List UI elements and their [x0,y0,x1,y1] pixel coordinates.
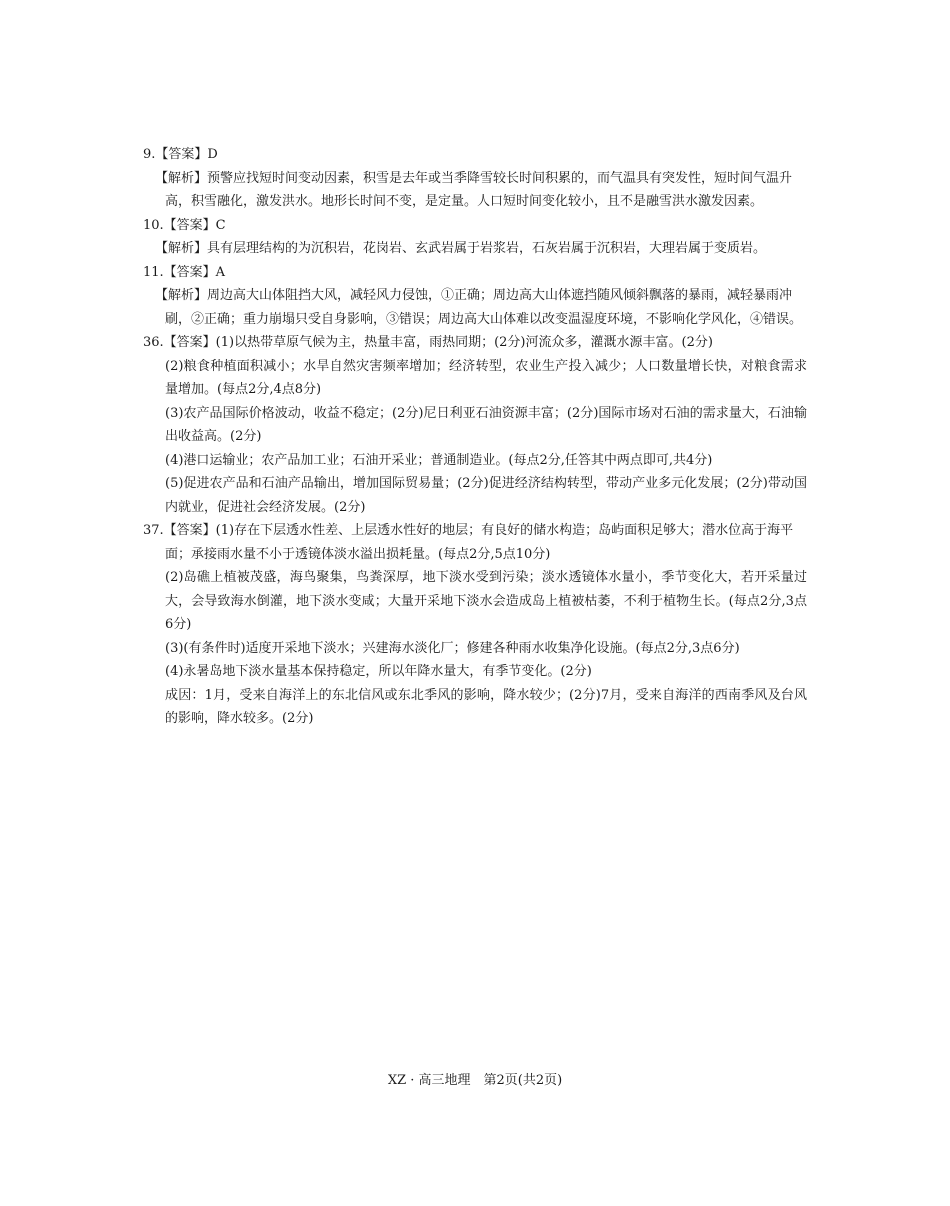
q11-analysis-line1: 【解析】周边高大山体阻挡大风，减轻风力侵蚀，①正确；周边高大山体遮挡随风倾斜飘落的暴雨，减轻暴雨冲 [155,288,793,303]
answer-content [143,143,807,731]
q37-part4: (4)永暑岛地下淡水量基本保持稳定，所以年降水量大，有季节变化。(2分) [165,664,592,679]
q10-analysis [143,237,807,261]
q37-part1-cont: 面；承接雨水量不小于透镜体淡水溢出损耗量。(每点2分,5点10分) [165,546,551,562]
q10-analysis-line1: 【解析】具有层理结构的为沉积岩，花岗岩、玄武岩属于岩浆岩，石灰岩属于沉积岩，大理岩属于变质岩。 [155,241,767,256]
q36-part5: (5)促进农产品和石油产品输出，增加国际贸易量；(2分)促进经济结构转型，带动产业多元化发展；(2分)带动国内就业，促进社会经济发展。(2分) [165,476,807,515]
q10-answer: 10.【答案】C [143,217,226,233]
q36-part4: (4)港口运输业；农产品加工业；石油开采业；普通制造业。(每点2分,任答其中两点即可,共4分) [165,452,713,468]
q36-part3: (3)农产品国际价格波动，收益不稳定；(2分)尼日利亚石油资源丰富；(2分)国际市场对石油的需求量大，石油输出收益高。(2分) [165,405,807,444]
q36-answer: 36.【答案】(1)以热带草原气候为主，热量丰富，雨热同期；(2分)河流众多，灌溉水源丰富。(2分) [143,335,713,350]
q9-analysis-line2: 高，积雪融化，激发洪水。地形长时间不变，是定量。人口短时间变化较小，且不是融雪洪水激发因素。 [165,194,764,209]
q9-analysis-line1: 【解析】预警应找短时间变动因素，积雪是去年或当季降雪较长时间积累的，而气温具有突发性，短时间气温升 [155,170,793,186]
q37-cause: 成因：1月，受来自海洋上的东北信风或东北季风的影响，降水较少；(2分)7月，受来自海洋的西南季风及台风的影响，降水较多。(2分) [165,687,807,726]
page-footer: XZ · 高三地理 第2页(共2页) [387,1073,563,1088]
q9-answer: 9.【答案】D [143,147,218,162]
q9-analysis [143,167,807,214]
q37-part3: (3)(有条件时)适度开采地下淡水；兴建海水淡化厂；修建各种雨水收集净化设施。(每点2分,3点6分) [165,640,740,656]
q11-answer: 11.【答案】A [143,264,226,280]
q37-answer: 37.【答案】(1)存在下层透水性差、上层透水性好的地层；有良好的储水构造；岛屿面积足够大；潜水位高于海平 [143,523,794,538]
q11-analysis-line2: 刷，②正确；重力崩塌只受自身影响，③错误；周边高大山体难以改变温湿度环境，不影响化学风化，④错误。 [165,311,803,327]
q37-part2: (2)岛礁上植被茂盛，海鸟聚集，鸟粪深厚，地下淡水受到污染；淡水透镜体水量小，季节变化大，若开采量过大，会导致海水倒灌，地下淡水变咸；大量开采地下淡水会造成岛上植被枯萎，不利于植物生长。(每点2分,3点6分) [165,570,807,632]
q36-part2: (2)粮食种植面积减小；水旱自然灾害频率增加；经济转型，农业生产投入减少；人口数量增长快，对粮食需求量增加。(每点2分,4点8分) [165,358,807,397]
q11-analysis [143,284,807,331]
